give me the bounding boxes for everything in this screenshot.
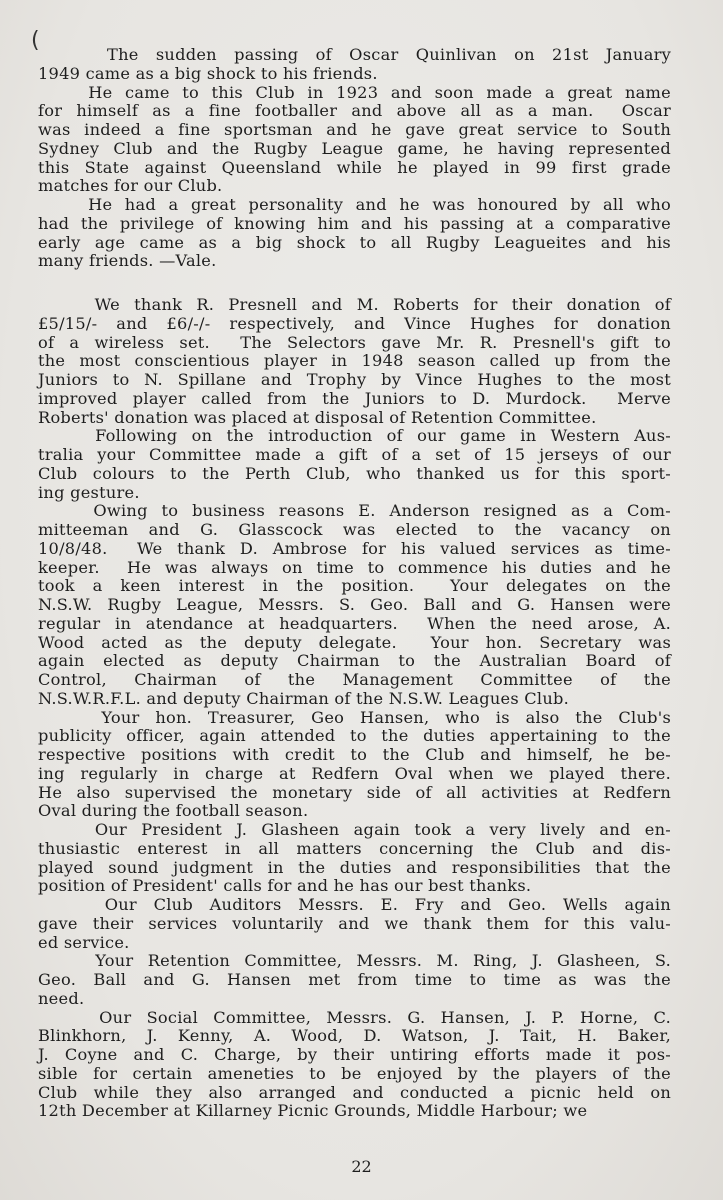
text-line: Our President J. Glasheen again took a very lively and en- xyxy=(38,820,671,839)
text-line: ing regularly in charge at Redfern Oval when we played there. xyxy=(38,763,671,783)
text-line: Blinkhorn, J. Kenny, A. Wood, D. Watson, J. Tait, H. Baker, xyxy=(38,1026,671,1046)
text-line: J. Coyne and C. Charge, by their untiring efforts made it pos- xyxy=(38,1045,671,1064)
text-line: Wood acted as the deputy delegate. Your hon. Secretary was xyxy=(38,632,671,652)
text-line: position of President' calls for and he has our best thanks. xyxy=(38,876,532,896)
text-line: again elected as deputy Chairman to the Australian Board of xyxy=(38,651,671,671)
page-number: 22 xyxy=(351,1157,372,1176)
text-line: Your Retention Committee, Messrs. M. Ring, J. Glasheen, S. xyxy=(38,951,671,971)
text-line: He came to this Club in 1923 and soon made a great name xyxy=(38,82,671,102)
text-column xyxy=(38,46,671,1121)
text-line: Following on the introduction of our game in Western Aus- xyxy=(38,426,671,446)
text-line: played sound judgment in the duties and responsibilities that the xyxy=(38,857,671,877)
text-line: 12th December at Killarney Picnic Grounds, Middle Harbour; we xyxy=(38,1101,588,1121)
text-line: He also supervised the monetary side of all activities at Redfern xyxy=(38,782,671,802)
text-line: Roberts' donation was placed at disposal of Retention Committee. xyxy=(38,407,597,427)
text-line: Club while they also arranged and conducted a picnic held on xyxy=(38,1082,671,1102)
text-line: early age came as a big shock to all Rugby Leagueites and his xyxy=(38,232,671,252)
text-line: sible for certain ameneties to be enjoyed by the players of the xyxy=(38,1063,671,1083)
text-line: Control, Chairman of the Management Committee of the xyxy=(38,670,671,689)
text-line: matches for our Club. xyxy=(38,176,223,196)
text-line: 10/8/48. We thank D. Ambrose for his valued services as time- xyxy=(38,538,671,558)
text-line: tralia your Committee made a gift of a set of 15 jerseys of our xyxy=(38,445,671,464)
text-line: this State against Queensland while he played in 99 first grade xyxy=(38,157,671,177)
text-line: Juniors to N. Spillane and Trophy by Vince Hughes to the most xyxy=(38,370,671,389)
text-line: of a wireless set. The Selectors gave Mr. R. Presnell's gift to xyxy=(38,332,671,352)
text-line: need. xyxy=(38,988,85,1008)
text-line: 1949 came as a big shock to his friends. xyxy=(38,63,378,83)
text-line: ed service. xyxy=(38,932,130,952)
text-line: He had a great personality and he was honoured by all who xyxy=(38,195,671,214)
text-line: many friends. —Vale. xyxy=(38,251,217,271)
text-line: keeper. He was always on time to commence his duties and he xyxy=(38,557,671,577)
text-line: Oval during the football season. xyxy=(38,801,309,821)
text-line: mitteeman and G. Glasscock was elected to the vacancy on xyxy=(38,520,671,539)
text-line: Club colours to the Perth Club, who thanked us for this sport- xyxy=(38,463,671,483)
text-line: was indeed a fine sportsman and he gave great service to South xyxy=(38,120,671,139)
text-line: We thank R. Presnell and M. Roberts for their donation of xyxy=(38,295,671,314)
text-line: N.S.W.R.F.L. and deputy Chairman of the N.S.W. Leagues Club. xyxy=(38,688,570,708)
text-line: Our Social Committee, Messrs. G. Hansen, J. P. Horne, C. xyxy=(38,1007,671,1027)
text-line: for himself as a fine footballer and above all as a man. Oscar xyxy=(38,101,671,121)
text-line: ing gesture. xyxy=(38,482,140,502)
text-line: took a keen interest in the position. Your delegates on the xyxy=(38,576,671,596)
text-line: publicity officer, again attended to the duties appertaining to the xyxy=(38,726,671,746)
text-line: improved player called from the Juniors to D. Murdock. Merve xyxy=(38,388,671,408)
margin-mark: ( xyxy=(31,28,40,53)
text-line: Our Club Auditors Messrs. E. Fry and Geo. Wells again xyxy=(38,895,671,914)
text-line: Your hon. Treasurer, Geo Hansen, who is also the Club's xyxy=(38,707,672,727)
text-line: Sydney Club and the Rugby League game, he having represented xyxy=(38,138,671,158)
text-line: £5/15/- and £6/-/- respectively, and Vince Hughes for donation xyxy=(38,313,671,333)
text-line: had the privilege of knowing him and his passing at a comparative xyxy=(38,213,671,233)
text-line: Geo. Ball and G. Hansen met from time to time as was the xyxy=(38,970,671,989)
text-line: respective positions with credit to the Club and himself, he be- xyxy=(38,745,671,764)
text-line: the most conscientious player in 1948 season called up from the xyxy=(38,351,671,371)
text-line: N.S.W. Rugby League, Messrs. S. Geo. Ball and G. Hansen were xyxy=(38,595,671,614)
text-line: Owing to business reasons E. Anderson resigned as a Com- xyxy=(38,501,672,521)
text-line: regular in atendance at headquarters. When the need arose, A. xyxy=(38,613,671,633)
text-line: gave their services voluntarily and we thank them for this valu- xyxy=(38,913,671,933)
text-line: The sudden passing of Oscar Quinlivan on 21st January xyxy=(38,45,671,64)
text-line: thusiastic enterest in all matters concerning the Club and dis- xyxy=(38,838,671,858)
